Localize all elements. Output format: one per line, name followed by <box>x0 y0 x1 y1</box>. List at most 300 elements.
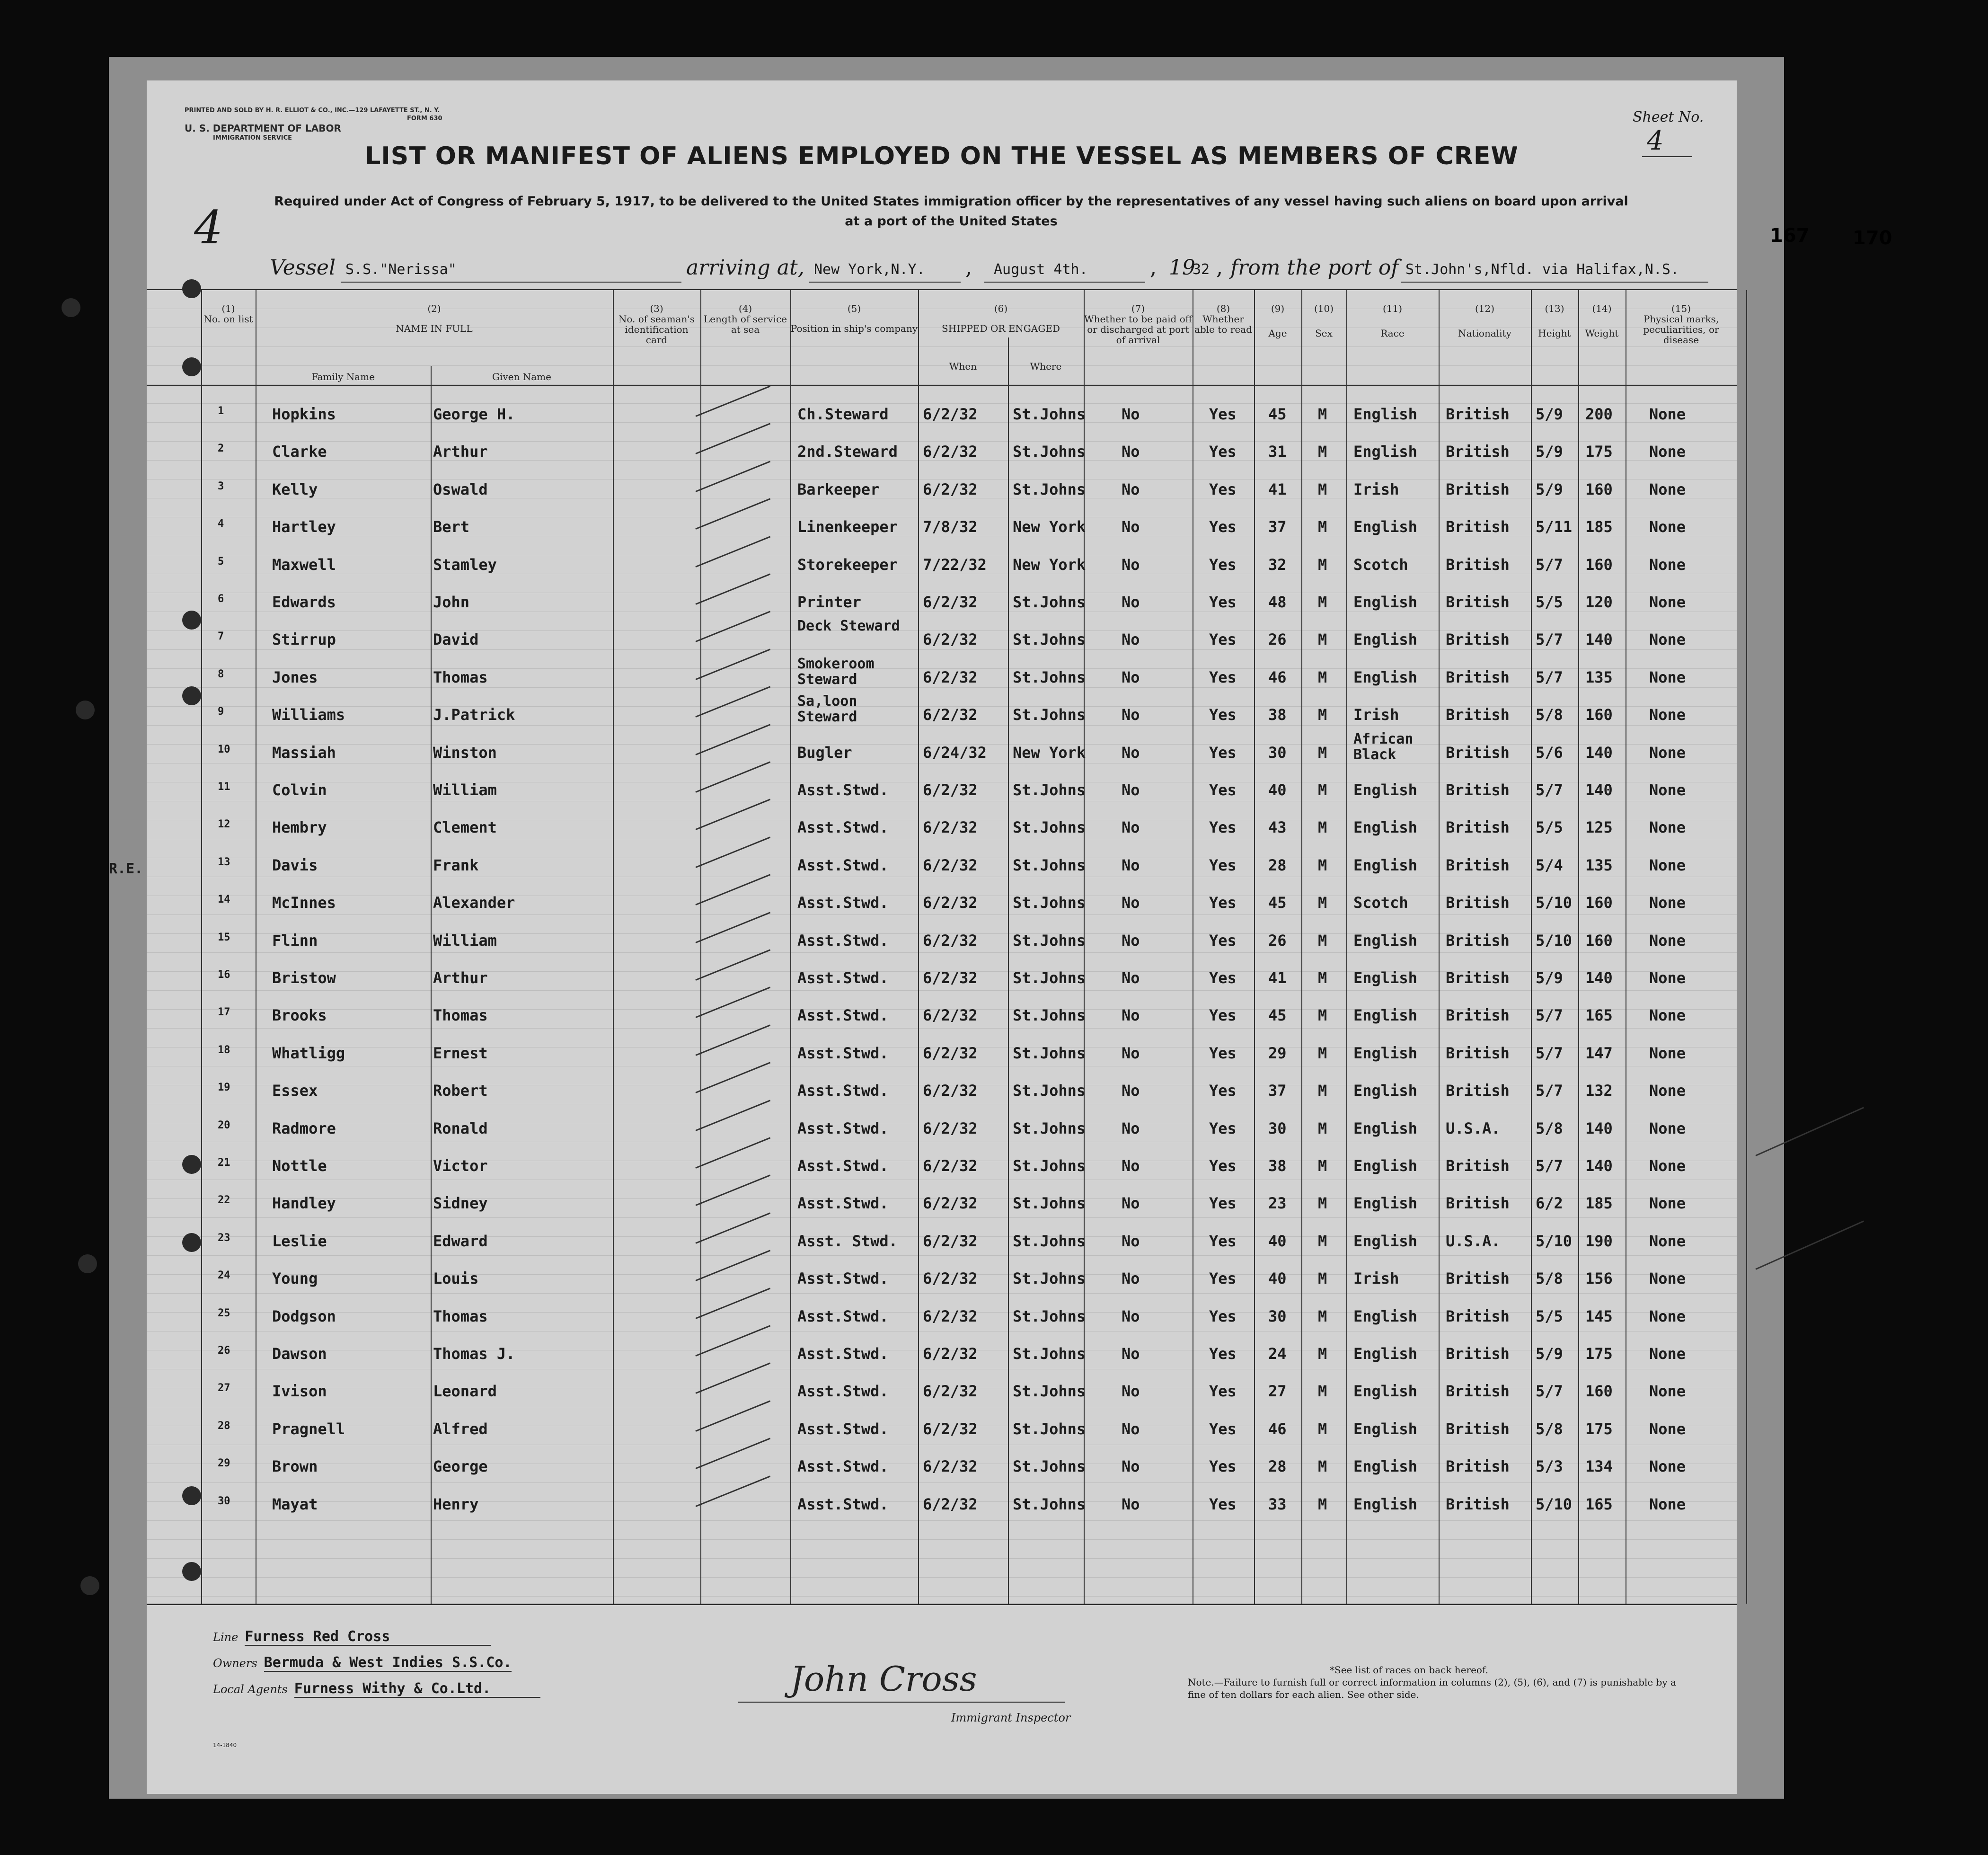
paid-off-cell: No <box>1122 1044 1140 1062</box>
table-row <box>147 726 1737 763</box>
margin-mark: R.E. <box>109 861 143 877</box>
family-name-cell: Kelly <box>272 480 318 498</box>
age-cell: 28 <box>1268 1457 1287 1476</box>
given-name-cell: Arthur <box>433 443 488 461</box>
service-tick-mark <box>695 1212 770 1243</box>
printer-imprint <box>185 107 442 142</box>
weight-cell: 185 <box>1585 1194 1613 1213</box>
able-to-read-cell: Yes <box>1209 1157 1237 1175</box>
family-name-cell: Clarke <box>272 443 327 461</box>
physical-marks-cell: None <box>1649 706 1686 724</box>
paid-off-cell: No <box>1122 1119 1140 1137</box>
height-cell: 5/7 <box>1536 1157 1563 1175</box>
binder-hole <box>182 1233 201 1252</box>
service-tick-mark <box>695 686 770 718</box>
given-name-cell: Stamley <box>433 555 497 574</box>
height-cell: 5/5 <box>1536 818 1563 837</box>
sex-cell: M <box>1318 781 1327 799</box>
race-cell: English <box>1353 668 1417 686</box>
height-cell: 5/8 <box>1536 1269 1563 1288</box>
shipped-where-cell: St.Johns <box>1013 1082 1086 1100</box>
age-cell: 46 <box>1268 1420 1287 1438</box>
shipped-where-cell: St.Johns <box>1013 1420 1086 1438</box>
height-cell: 5/11 <box>1536 518 1573 536</box>
family-name-cell: Edwards <box>272 593 336 611</box>
sex-cell: M <box>1318 1232 1327 1250</box>
race-cell: English <box>1353 818 1417 837</box>
shipped-when-cell: 6/2/32 <box>923 1457 978 1476</box>
physical-marks-cell: None <box>1649 1082 1686 1100</box>
shipped-where-cell: St.Johns <box>1013 668 1086 686</box>
row-number-cell: 29 <box>218 1457 230 1470</box>
paid-off-cell: No <box>1122 1307 1140 1325</box>
position-cell: Bugler <box>797 743 852 762</box>
weight-cell: 160 <box>1585 931 1613 950</box>
race-cell: English <box>1353 1157 1417 1175</box>
position-cell: Barkeeper <box>797 480 880 498</box>
table-row <box>147 612 1737 650</box>
nationality-cell: British <box>1446 743 1510 762</box>
able-to-read-cell: Yes <box>1209 1345 1237 1363</box>
height-cell: 5/7 <box>1536 1006 1563 1025</box>
weight-cell: 160 <box>1585 1382 1613 1401</box>
family-name-cell: Leslie <box>272 1232 327 1250</box>
table-row <box>147 425 1737 462</box>
race-cell: Irish <box>1353 1269 1399 1288</box>
shipped-when-cell: 6/2/32 <box>923 931 978 950</box>
given-name-cell: Frank <box>433 856 479 874</box>
able-to-read-cell: Yes <box>1209 894 1237 912</box>
race-cell: English <box>1353 1307 1417 1325</box>
height-cell: 6/2 <box>1536 1194 1563 1213</box>
row-number-cell: 3 <box>218 480 224 492</box>
shipped-when-cell: 6/2/32 <box>923 1345 978 1363</box>
table-row <box>147 1251 1737 1289</box>
physical-marks-cell: None <box>1649 743 1686 762</box>
race-cell: English <box>1353 931 1417 950</box>
paid-off-cell: No <box>1122 781 1140 799</box>
age-cell: 23 <box>1268 1194 1287 1213</box>
sex-cell: M <box>1318 1119 1327 1137</box>
shipped-where-cell: St.Johns <box>1013 1307 1086 1325</box>
weight-cell: 140 <box>1585 1157 1613 1175</box>
position-cell: Asst.Stwd. <box>797 1044 889 1062</box>
paid-off-cell: No <box>1122 668 1140 686</box>
arrival-date: August 4th. <box>994 261 1088 278</box>
paid-off-cell: No <box>1122 856 1140 874</box>
paid-off-cell: No <box>1122 1006 1140 1025</box>
row-number-cell: 1 <box>218 405 224 417</box>
binder-hole <box>182 611 201 630</box>
weight-cell: 145 <box>1585 1307 1613 1325</box>
sex-cell: M <box>1318 1082 1327 1100</box>
service-tick-mark <box>695 385 770 417</box>
weight-cell: 140 <box>1585 630 1613 649</box>
able-to-read-cell: Yes <box>1209 1119 1237 1137</box>
service-tick-mark <box>695 1475 770 1507</box>
service-tick-mark <box>695 1325 770 1356</box>
row-number-cell: 20 <box>218 1119 230 1131</box>
row-number-cell: 5 <box>218 555 224 568</box>
sex-cell: M <box>1318 894 1327 912</box>
age-cell: 28 <box>1268 856 1287 874</box>
shipped-where-cell: New York <box>1013 555 1086 574</box>
given-name-cell: Ronald <box>433 1119 488 1137</box>
weight-cell: 185 <box>1585 518 1613 536</box>
shipped-where-cell: St.Johns <box>1013 781 1086 799</box>
position-cell: Asst.Stwd. <box>797 781 889 799</box>
height-cell: 5/8 <box>1536 706 1563 724</box>
given-name-cell: J.Patrick <box>433 706 515 724</box>
weight-cell: 140 <box>1585 969 1613 987</box>
age-cell: 27 <box>1268 1382 1287 1401</box>
position-cell: Asst.Stwd. <box>797 818 889 837</box>
table-row <box>147 1064 1737 1101</box>
able-to-read-cell: Yes <box>1209 480 1237 498</box>
printer-line: PRINTED AND SOLD BY H. R. ELLIOT & CO., INC.—129 LAFAYETTE ST., N. Y. <box>185 107 440 114</box>
family-name-cell: Massiah <box>272 743 336 762</box>
service-tick-mark <box>695 799 770 830</box>
arriving-label: arriving at, <box>686 256 804 280</box>
height-cell: 5/7 <box>1536 1082 1563 1100</box>
nationality-cell: British <box>1446 630 1510 649</box>
binder-hole <box>62 298 80 317</box>
nationality-cell: British <box>1446 856 1510 874</box>
service-tick-mark <box>695 949 770 980</box>
physical-marks-cell: None <box>1649 668 1686 686</box>
manifest-footer <box>147 1600 1737 1789</box>
nationality-cell: British <box>1446 1457 1510 1476</box>
age-cell: 45 <box>1268 405 1287 423</box>
given-name-cell: Victor <box>433 1157 488 1175</box>
given-name-cell: Leonard <box>433 1382 497 1401</box>
service-tick-mark <box>695 573 770 604</box>
position-cell: Asst.Stwd. <box>797 1382 889 1401</box>
paid-off-cell: No <box>1122 818 1140 837</box>
age-cell: 40 <box>1268 1269 1287 1288</box>
shipped-where-cell: St.Johns <box>1013 480 1086 498</box>
row-number-cell: 8 <box>218 668 224 680</box>
height-cell: 5/10 <box>1536 1495 1573 1513</box>
agents-value: Furness Withy & Co.Ltd. <box>294 1680 540 1698</box>
nationality-cell: British <box>1446 1194 1510 1213</box>
row-number-cell: 27 <box>218 1382 230 1394</box>
sex-cell: M <box>1318 668 1327 686</box>
col-height-header: (13) Height <box>1538 303 1571 339</box>
shipped-where-cell: St.Johns <box>1013 1157 1086 1175</box>
col-shipped-header: (6) SHIPPED OR ENGAGED <box>942 303 1060 334</box>
position-cell: Asst.Stwd. <box>797 1420 889 1438</box>
document-subtitle: Required under Act of Congress of February 5, 1917, to be delivered to the United States immigration officer by the representatives of any vessel having such aliens on board upon arrival at a port of the United States <box>274 194 1628 229</box>
race-cell: English <box>1353 856 1417 874</box>
service-tick-mark <box>695 1175 770 1206</box>
height-cell: 5/7 <box>1536 781 1563 799</box>
nationality-cell: U.S.A. <box>1446 1232 1501 1250</box>
height-cell: 5/7 <box>1536 1382 1563 1401</box>
weight-cell: 140 <box>1585 781 1613 799</box>
row-number-cell: 28 <box>218 1420 230 1432</box>
weight-cell: 165 <box>1585 1495 1613 1513</box>
race-cell: English <box>1353 781 1417 799</box>
sex-cell: M <box>1318 1157 1327 1175</box>
form-code: 14-1840 <box>213 1742 237 1748</box>
crew-table <box>109 289 1737 1605</box>
physical-marks-cell: None <box>1649 1269 1686 1288</box>
able-to-read-cell: Yes <box>1209 969 1237 987</box>
shipped-when-cell: 6/2/32 <box>923 630 978 649</box>
race-cell: African Black <box>1353 730 1414 763</box>
race-cell: English <box>1353 630 1417 649</box>
table-row <box>147 1364 1737 1402</box>
height-cell: 5/6 <box>1536 743 1563 762</box>
sex-cell: M <box>1318 405 1327 423</box>
shipped-where-cell: St.Johns <box>1013 443 1086 461</box>
position-cell: Linenkeeper <box>797 518 898 536</box>
nationality-cell: British <box>1446 1269 1510 1288</box>
able-to-read-cell: Yes <box>1209 1006 1237 1025</box>
col-given-name-header: Given Name <box>492 371 551 382</box>
paid-off-cell: No <box>1122 405 1140 423</box>
able-to-read-cell: Yes <box>1209 555 1237 574</box>
height-cell: 5/8 <box>1536 1420 1563 1438</box>
family-name-cell: Nottle <box>272 1157 327 1175</box>
col-no-header: (1) No. on list <box>203 303 253 325</box>
height-cell: 5/9 <box>1536 969 1563 987</box>
agents-field: Local Agents Furness Withy & Co.Ltd. <box>213 1680 540 1698</box>
position-cell: Storekeeper <box>797 555 898 574</box>
family-name-cell: Davis <box>272 856 318 874</box>
able-to-read-cell: Yes <box>1209 856 1237 874</box>
sex-cell: M <box>1318 1307 1327 1325</box>
shipped-where-cell: St.Johns <box>1013 1006 1086 1025</box>
table-row <box>147 988 1737 1026</box>
sheet-value: 4 <box>1642 125 1692 157</box>
family-name-cell: Radmore <box>272 1119 336 1137</box>
age-cell: 43 <box>1268 818 1287 837</box>
age-cell: 40 <box>1268 781 1287 799</box>
shipped-where-cell: St.Johns <box>1013 593 1086 611</box>
able-to-read-cell: Yes <box>1209 630 1237 649</box>
physical-marks-cell: None <box>1649 1044 1686 1062</box>
paid-off-cell: No <box>1122 555 1140 574</box>
owners-field: Owners Bermuda & West Indies S.S.Co. <box>213 1654 512 1671</box>
binder-hole <box>182 279 201 298</box>
race-cell: Scotch <box>1353 894 1408 912</box>
given-name-cell: Sidney <box>433 1194 488 1213</box>
physical-marks-cell: None <box>1649 856 1686 874</box>
service-tick-mark <box>695 724 770 755</box>
stamp-number-right: 170 <box>1853 227 1892 249</box>
vessel-label: Vessel <box>270 256 336 280</box>
shipped-where-cell: St.Johns <box>1013 630 1086 649</box>
shipped-when-cell: 6/2/32 <box>923 480 978 498</box>
family-name-cell: Brown <box>272 1457 318 1476</box>
paid-off-cell: No <box>1122 1232 1140 1250</box>
shipped-when-cell: 6/2/32 <box>923 668 978 686</box>
physical-marks-cell: None <box>1649 1194 1686 1213</box>
paid-off-cell: No <box>1122 931 1140 950</box>
table-row <box>147 650 1737 688</box>
binder-hole <box>78 1254 97 1273</box>
nationality-cell: U.S.A. <box>1446 1119 1501 1137</box>
manifest-page <box>109 80 1737 1794</box>
shipped-when-cell: 6/2/32 <box>923 1232 978 1250</box>
age-cell: 30 <box>1268 743 1287 762</box>
able-to-read-cell: Yes <box>1209 593 1237 611</box>
age-cell: 29 <box>1268 1044 1287 1062</box>
sex-cell: M <box>1318 443 1327 461</box>
physical-marks-cell: None <box>1649 630 1686 649</box>
physical-marks-cell: None <box>1649 1345 1686 1363</box>
table-row <box>147 1477 1737 1515</box>
able-to-read-cell: Yes <box>1209 931 1237 950</box>
table-row <box>147 838 1737 876</box>
paid-off-cell: No <box>1122 1382 1140 1401</box>
family-name-cell: Brooks <box>272 1006 327 1025</box>
age-cell: 40 <box>1268 1232 1287 1250</box>
family-name-cell: Maxwell <box>272 555 336 574</box>
nationality-cell: British <box>1446 1082 1510 1100</box>
shipped-when-cell: 6/2/32 <box>923 856 978 874</box>
position-cell: Printer <box>797 593 861 611</box>
physical-marks-cell: None <box>1649 1457 1686 1476</box>
table-row <box>147 1176 1737 1214</box>
given-name-cell: Thomas <box>433 668 488 686</box>
row-number-cell: 7 <box>218 630 224 643</box>
row-number-cell: 15 <box>218 931 230 943</box>
nationality-cell: British <box>1446 1495 1510 1513</box>
row-number-cell: 2 <box>218 443 224 455</box>
row-number-cell: 9 <box>218 706 224 718</box>
sex-cell: M <box>1318 555 1327 574</box>
able-to-read-cell: Yes <box>1209 1457 1237 1476</box>
able-to-read-cell: Yes <box>1209 706 1237 724</box>
given-name-cell: George H. <box>433 405 515 423</box>
col-paid-off-header: (7) Whether to be paid off or discharged at port of arrival <box>1084 303 1192 346</box>
service-tick-mark <box>695 836 770 868</box>
table-row <box>147 1101 1737 1139</box>
given-name-cell: Edward <box>433 1232 488 1250</box>
shipped-when-cell: 6/2/32 <box>923 1382 978 1401</box>
row-number-cell: 25 <box>218 1307 230 1319</box>
position-cell: 2nd.Steward <box>797 443 898 461</box>
height-cell: 5/7 <box>1536 1044 1563 1062</box>
family-name-cell: Bristow <box>272 969 336 987</box>
shipped-when-cell: 6/2/32 <box>923 1307 978 1325</box>
position-cell: Sa,loon Steward <box>797 693 857 726</box>
service-name: IMMIGRATION SERVICE <box>213 134 292 142</box>
able-to-read-cell: Yes <box>1209 1307 1237 1325</box>
nationality-cell: British <box>1446 593 1510 611</box>
shipped-where-cell: St.Johns <box>1013 1044 1086 1062</box>
position-cell: Asst.Stwd. <box>797 931 889 950</box>
given-name-cell: Clement <box>433 818 497 837</box>
sex-cell: M <box>1318 480 1327 498</box>
shipped-when-cell: 6/2/32 <box>923 593 978 611</box>
table-row <box>147 800 1737 838</box>
row-number-cell: 24 <box>218 1269 230 1282</box>
shipped-where-cell: St.Johns <box>1013 894 1086 912</box>
family-name-cell: Williams <box>272 706 345 724</box>
arrival-year: 32 <box>1193 261 1210 278</box>
shipped-where-cell: St.Johns <box>1013 1345 1086 1363</box>
shipped-where-cell: St.Johns <box>1013 969 1086 987</box>
col-where-header: Where <box>1030 361 1062 372</box>
paid-off-cell: No <box>1122 1269 1140 1288</box>
age-cell: 45 <box>1268 894 1287 912</box>
table-row <box>147 387 1737 425</box>
weight-cell: 140 <box>1585 1119 1613 1137</box>
height-cell: 5/7 <box>1536 630 1563 649</box>
age-cell: 33 <box>1268 1495 1287 1513</box>
position-cell: Asst.Stwd. <box>797 1457 889 1476</box>
shipped-when-cell: 6/2/32 <box>923 1194 978 1213</box>
weight-cell: 175 <box>1585 443 1613 461</box>
shipped-when-cell: 6/2/32 <box>923 1006 978 1025</box>
shipped-where-cell: St.Johns <box>1013 1495 1086 1513</box>
weight-cell: 134 <box>1585 1457 1613 1476</box>
table-row <box>147 1026 1737 1064</box>
age-cell: 30 <box>1268 1119 1287 1137</box>
position-cell: Asst.Stwd. <box>797 1495 889 1513</box>
nationality-cell: British <box>1446 518 1510 536</box>
nationality-cell: British <box>1446 1382 1510 1401</box>
paid-off-cell: No <box>1122 630 1140 649</box>
given-name-cell: Oswald <box>433 480 488 498</box>
shipped-when-cell: 6/2/32 <box>923 1082 978 1100</box>
able-to-read-cell: Yes <box>1209 1382 1237 1401</box>
race-cell: English <box>1353 1082 1417 1100</box>
year-prefix: 19 <box>1169 256 1195 280</box>
sex-cell: M <box>1318 630 1327 649</box>
row-number-cell: 30 <box>218 1495 230 1507</box>
physical-marks-cell: None <box>1649 1157 1686 1175</box>
given-name-cell: Henry <box>433 1495 479 1513</box>
from-port-label: from the port of <box>1230 256 1399 280</box>
nationality-cell: British <box>1446 1345 1510 1363</box>
race-cell: English <box>1353 518 1417 536</box>
departure-port: St.John's,Nfld. via Halifax,N.S. <box>1405 261 1679 278</box>
shipped-when-cell: 6/2/32 <box>923 1157 978 1175</box>
family-name-cell: Hartley <box>272 518 336 536</box>
paid-off-cell: No <box>1122 1345 1140 1363</box>
col-age-header: (9) Age <box>1268 303 1287 339</box>
family-name-cell: Essex <box>272 1082 318 1100</box>
weight-cell: 165 <box>1585 1006 1613 1025</box>
shipped-where-cell: St.Johns <box>1013 931 1086 950</box>
sex-cell: M <box>1318 931 1327 950</box>
family-name-cell: Dodgson <box>272 1307 336 1325</box>
position-cell: Deck Steward <box>797 618 900 635</box>
row-number-cell: 26 <box>218 1345 230 1357</box>
row-number-cell: 21 <box>218 1157 230 1169</box>
given-name-cell: George <box>433 1457 488 1476</box>
weight-cell: 175 <box>1585 1345 1613 1363</box>
service-tick-mark <box>695 1400 770 1431</box>
nationality-cell: British <box>1446 1420 1510 1438</box>
family-name-cell: Mayat <box>272 1495 318 1513</box>
given-name-cell: Robert <box>433 1082 488 1100</box>
family-name-cell: Whatligg <box>272 1044 345 1062</box>
sex-cell: M <box>1318 1382 1327 1401</box>
family-name-cell: Flinn <box>272 931 318 950</box>
physical-marks-cell: None <box>1649 1495 1686 1513</box>
given-name-cell: William <box>433 781 497 799</box>
position-cell: Ch.Steward <box>797 405 889 423</box>
given-name-cell: Winston <box>433 743 497 762</box>
weight-cell: 160 <box>1585 555 1613 574</box>
table-row <box>147 763 1737 800</box>
